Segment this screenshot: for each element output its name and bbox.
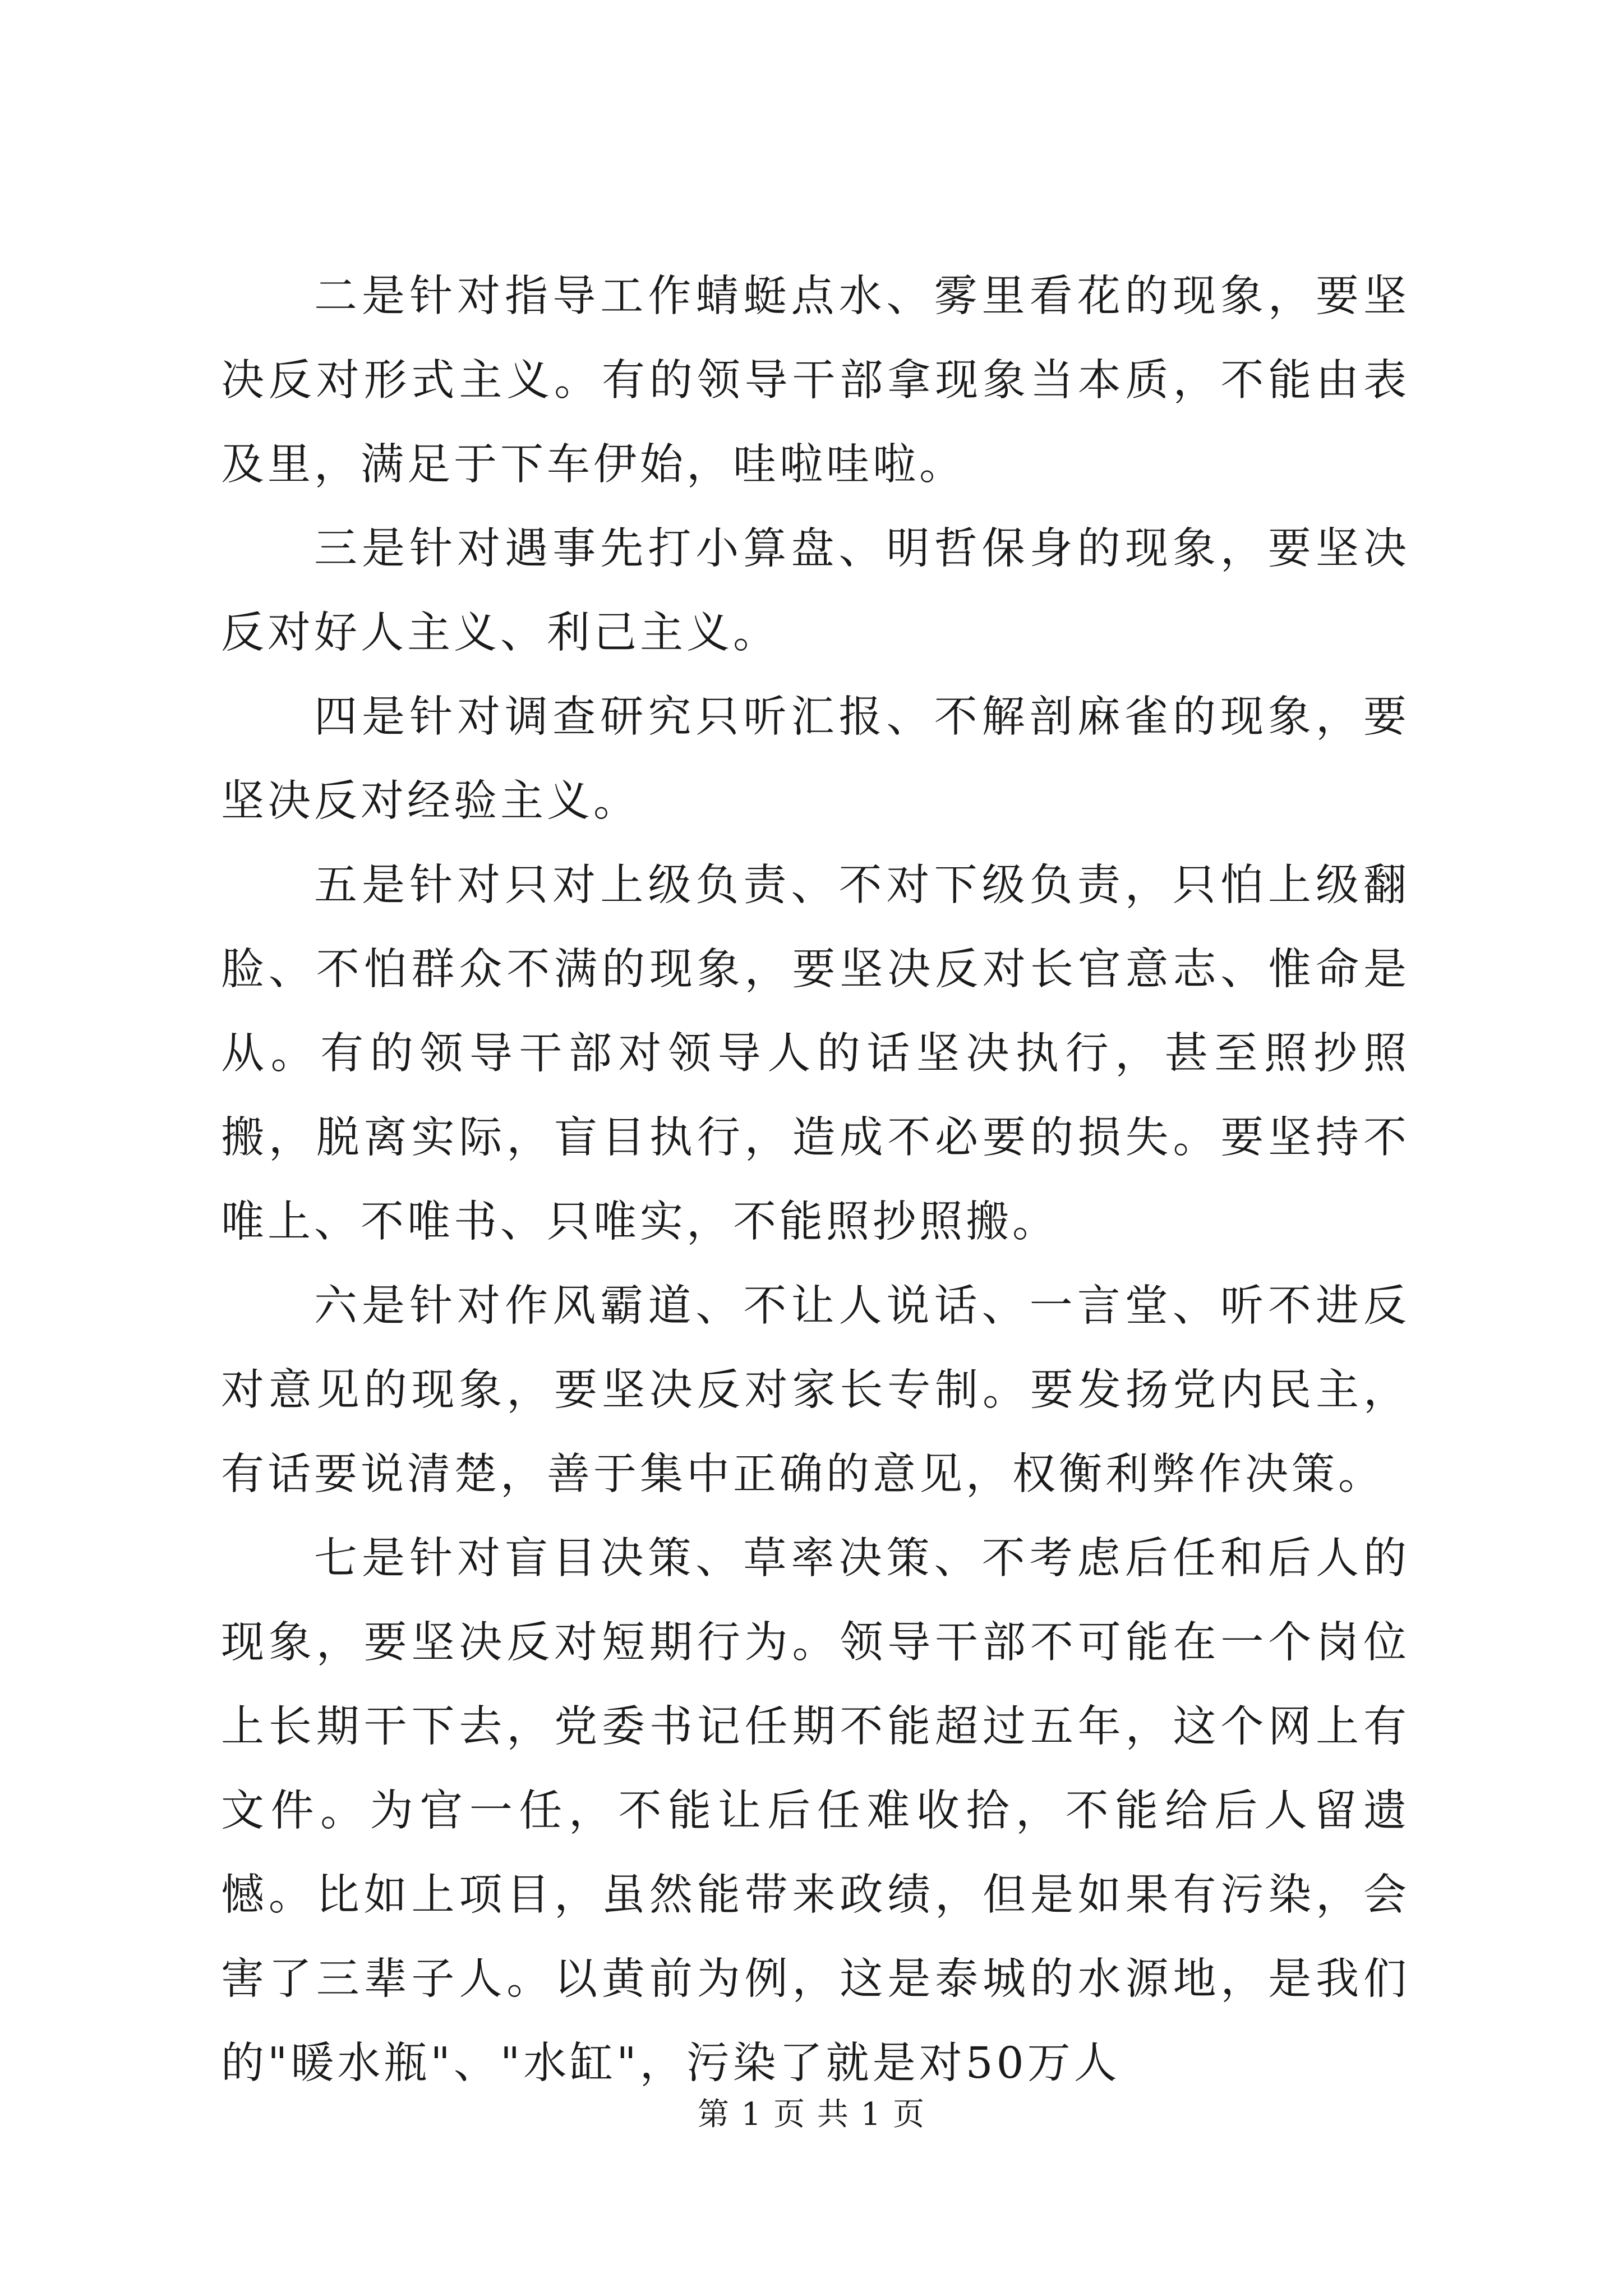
paragraph-2: 二是针对指导工作蜻蜓点水、雾里看花的现象，要坚决反对形式主义。有的领导干部拿现象当本质，不能由表及里，满足于下车伊始，哇啦哇啦。: [221, 272, 1410, 490]
paragraph-5: 五是针对只对上级负责、不对下级负责，只怕上级翻脸、不怕群众不满的现象，要坚决反对长官意志、惟命是从。有的领导干部对领导人的话坚决执行，甚至照抄照搬，脱离实际，盲目执行，造成不必要的损失。要坚持不唯上、不唯书、只唯实，不能照抄照搬。: [221, 861, 1410, 1247]
paragraph-4: 四是针对调查研究只听汇报、不解剖麻雀的现象，要坚决反对经验主义。: [221, 692, 1410, 826]
paragraph-7: 七是针对盲目决策、草率决策、不考虑后任和后人的现象，要坚决反对短期行为。领导干部不可能在一个岗位上长期干下去，党委书记任期不能超过五年，这个网上有文件。为官一任，不能让后任难收拾，不能给后人留遗憾。比如上项目，虽然能带来政绩，但是如果有污染，会害了三辈子人。以黄前为例，这是泰城的水源地，是我们的"暖水瓶"、"水缸"，污染了就是对50万人: [221, 1534, 1410, 2088]
paragraph-3: 三是针对遇事先打小算盘、明哲保身的现象，要坚决反对好人主义、利己主义。: [221, 524, 1410, 658]
page-number-label: 第 1 页 共 1 页: [697, 2096, 926, 2133]
paragraph-6: 六是针对作风霸道、不让人说话、一言堂、听不进反对意见的现象，要坚决反对家长专制。要发扬党内民主，有话要说清楚，善于集中正确的意见，权衡利弊作决策。: [221, 1281, 1410, 1499]
body-text: [221, 255, 1410, 2106]
page-footer: [0, 2095, 1623, 2134]
